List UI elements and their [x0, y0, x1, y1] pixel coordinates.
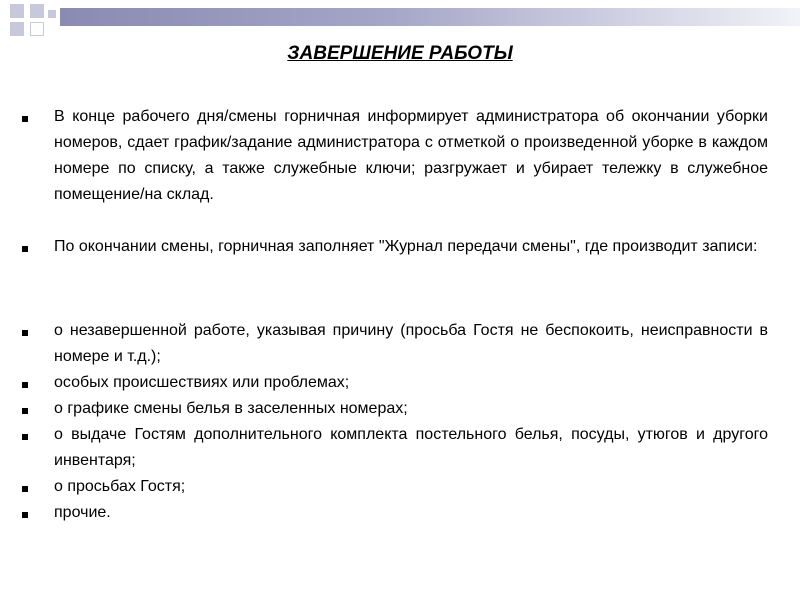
bullet-icon — [22, 382, 28, 388]
bullet-icon — [22, 434, 28, 440]
list-item: особых происшествиях или проблемах; — [54, 374, 350, 391]
header-gradient-bar — [60, 8, 800, 26]
decor-square — [30, 22, 44, 36]
list-item: о выдаче Гостям дополнительного комплекта постельного белья, посуды, утюгов и другого инвентаря; — [54, 426, 768, 469]
decor-square — [10, 4, 24, 18]
decor-square — [10, 22, 24, 36]
decor-square — [48, 10, 56, 18]
list-item: прочие. — [54, 504, 111, 521]
list-item: о просьбах Гостя; — [54, 478, 186, 495]
bullet-icon — [22, 116, 28, 122]
bullet-icon — [22, 330, 28, 336]
list-item: По окончании смены, горничная заполняет "Журнал передачи смены", где производит записи: — [54, 238, 758, 255]
list-item: о незавершенной работе, указывая причину (просьба Гостя не беспокоить, неисправности в номере и т.д.); — [54, 322, 768, 365]
bullet-icon — [22, 408, 28, 414]
bullet-icon — [22, 486, 28, 492]
list-item: В конце рабочего дня/смены горничная информирует администратора об окончании уборки номеров, сдает график/задание администратора с отметкой о произведенной уборке в каждом номере по списку, а также служебные ключи; разгружает и убирает тележку в служебное помещение/на склад. — [54, 108, 768, 203]
bullet-icon — [22, 512, 28, 518]
list-item: о графике смены белья в заселенных номерах; — [54, 400, 408, 417]
bullet-icon — [22, 246, 28, 252]
decor-square — [30, 4, 44, 18]
slide-title: ЗАВЕРШЕНИЕ РАБОТЫ — [287, 43, 513, 64]
